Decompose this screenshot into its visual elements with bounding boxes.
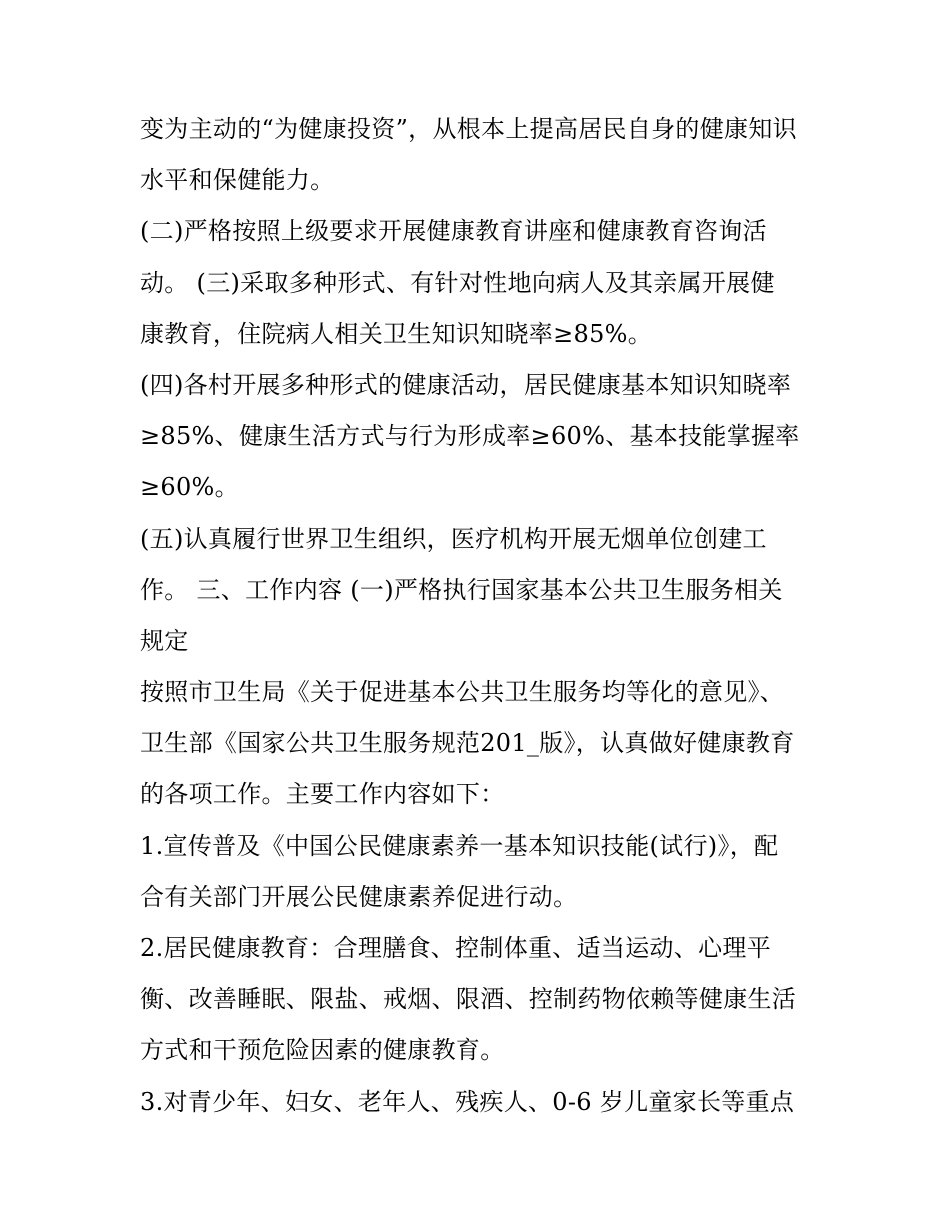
text-line: 变为主动的“为健康投资”，从根本上提高居民自身的健康知识	[140, 115, 797, 143]
text-line: ≥85%、健康生活方式与行为形成率≥60%、基本技能掌握率	[140, 422, 800, 451]
text-line: (二)严格按照上级要求开展健康教育讲座和健康教育咨询活	[140, 217, 767, 246]
text-line: ≥60%。	[140, 473, 239, 502]
text-line: 方式和干预危险因素的健康教育。	[140, 1036, 505, 1065]
text-line: 1.宣传普及《中国公民健康素养一基本知识技能(试行)》，配	[140, 831, 779, 860]
text-line: 卫生部《国家公共卫生服务规范201_版》，认真做好健康教育	[140, 729, 795, 758]
text-line: 动。 (三)采取多种形式、有针对性地向病人及其亲属开展健	[140, 268, 775, 297]
text-line: 合有关部门开展公民健康素养促进行动。	[140, 882, 578, 911]
text-line: 的各项工作。主要工作内容如下：	[140, 780, 505, 809]
text-line: 3.对青少年、妇女、老年人、残疾人、0-6 岁儿童家长等重点	[140, 1087, 795, 1116]
text-line: 衡、改善睡眠、限盐、戒烟、限酒、控制药物依赖等健康生活	[140, 985, 797, 1014]
text-line: 水平和保健能力。	[140, 166, 335, 195]
text-line: (五)认真履行世界卫生组织，医疗机构开展无烟单位创建工	[140, 524, 767, 553]
text-line: 按照市卫生局《关于促进基本公共卫生服务均等化的意见》、	[140, 678, 785, 707]
document-body	[140, 104, 820, 1128]
text-line: 2.居民健康教育：合理膳食、控制体重、适当运动、心理平	[140, 934, 771, 962]
text-line: 作。 三、工作内容 (一)严格执行国家基本公共卫生服务相关	[140, 575, 783, 604]
text-line: 康教育，住院病人相关卫生知识知晓率≥85%。	[140, 319, 653, 348]
text-line: 规定	[140, 626, 189, 655]
text-line: (四)各村开展多种形式的健康活动，居民健康基本知识知晓率	[140, 370, 792, 399]
